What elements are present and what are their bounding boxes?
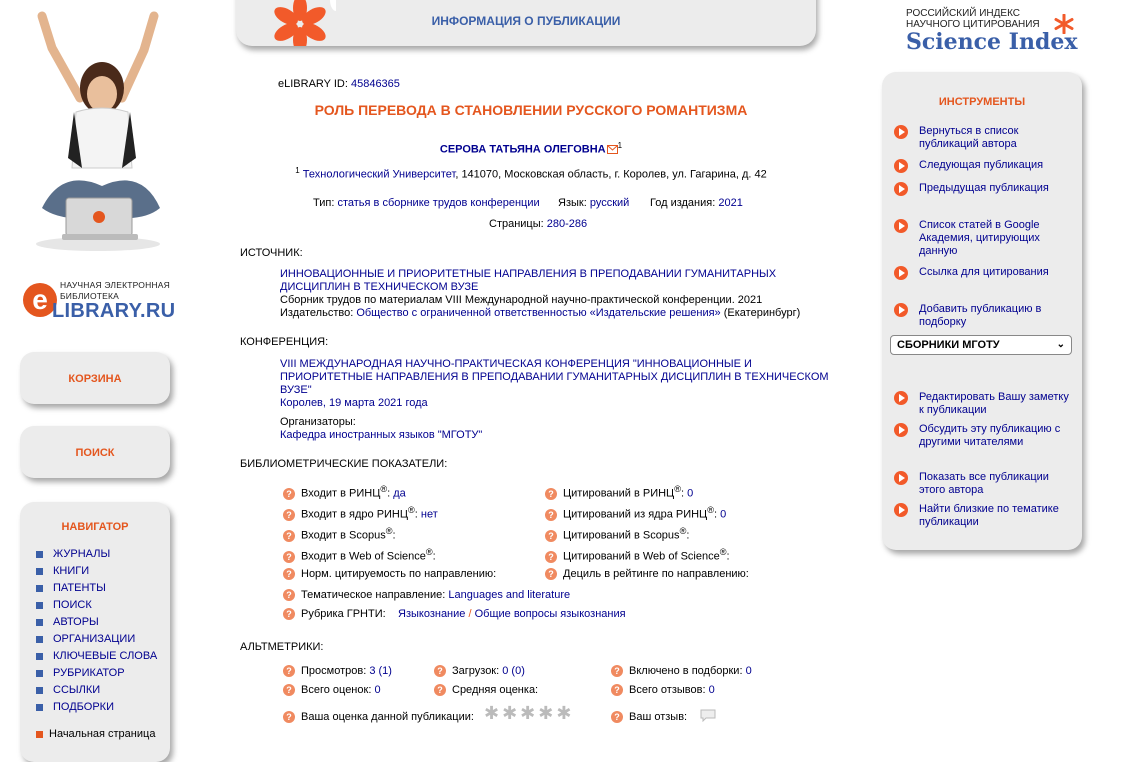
biblio-heading: БИБЛИОМЕТРИЧЕСКИЕ ПОКАЗАТЕЛИ: (240, 458, 447, 470)
help-icon[interactable]: ? (283, 530, 295, 542)
alt-avg: ? Средняя оценка: (434, 684, 538, 696)
help-icon[interactable]: ? (283, 608, 295, 620)
bullet-icon (36, 636, 43, 643)
tool-google-scholar-citing[interactable]: Список статей в Google Академия, цитирующих данную (894, 219, 1074, 258)
arrow-right-icon (894, 423, 908, 437)
author-affil-sup: 1 (618, 141, 622, 150)
nav-item-books[interactable]: КНИГИ (36, 565, 89, 577)
tool-discuss-publication[interactable]: Обсудить эту публикацию с другими читателями (894, 423, 1074, 449)
pub-type: Тип: статья в сборнике трудов конференции (313, 197, 540, 209)
help-icon[interactable]: ? (283, 551, 295, 563)
pub-language-link[interactable]: русский (590, 197, 629, 209)
page-header-title: ИНФОРМАЦИЯ О ПУБЛИКАЦИИ (236, 14, 816, 28)
nav-item-authors[interactable]: АВТОРЫ (36, 616, 99, 628)
arrow-right-icon (894, 503, 908, 517)
arrow-right-icon (894, 471, 908, 485)
arrow-right-icon (894, 266, 908, 280)
elibrary-id (278, 78, 400, 90)
biblio-cit-scopus: ? Цитирований в Scopus®: (545, 526, 689, 542)
affiliation: $^1$ Технологический Университет, 141070, Московская область, г. Королев, ул. Гагарина, д. 42 (236, 166, 826, 181)
science-index-asterisk-icon (1054, 14, 1074, 34)
logo-caption: НАУЧНАЯ ЭЛЕКТРОННАЯ БИБЛИОТЕКА (60, 280, 170, 302)
help-icon[interactable]: ? (283, 665, 295, 677)
source-description: Сборник трудов по материалам VIII Международной научно-практической конференции. 2021 (280, 294, 762, 306)
nav-item-collections[interactable]: ПОДБОРКИ (36, 701, 114, 713)
chevron-down-icon: ⌄ (1057, 336, 1065, 354)
pub-pages: Страницы: 280-286 (489, 218, 587, 230)
pub-pages-value: 280-286 (547, 218, 587, 230)
pub-year: Год издания: 2021 (650, 197, 743, 209)
bullet-icon (36, 670, 43, 677)
home-link[interactable]: Начальная страница (36, 728, 155, 740)
bullet-icon (36, 551, 43, 558)
tools-title: ИНСТРУМЕНТЫ (882, 96, 1082, 108)
logo-brand: LIBRARY.RU (52, 300, 175, 323)
help-icon[interactable]: ? (545, 509, 557, 521)
tool-similar-publications[interactable]: Найти близкие по тематике публикации (894, 503, 1074, 529)
help-icon[interactable]: ? (611, 711, 623, 723)
included-value-link[interactable]: 0 (746, 665, 752, 677)
tool-add-to-collection[interactable]: Добавить публикацию в подборку (894, 303, 1074, 329)
biblio-grnti: ? Рубрика ГРНТИ: (283, 608, 386, 620)
reviews-value-link[interactable]: 0 (709, 684, 715, 696)
nav-item-search[interactable]: ПОИСК (36, 599, 92, 611)
help-icon[interactable]: ? (545, 488, 557, 500)
arrow-right-icon (894, 391, 908, 405)
help-icon[interactable]: ? (283, 711, 295, 723)
downloads-value-link[interactable]: 0 (0) (502, 665, 525, 677)
alt-your-rating: ? Ваша оценка данной публикации: (283, 711, 474, 723)
conference-organizers: Организаторы: Кафедра иностранных языков "МГОТУ" (280, 416, 482, 442)
rating-stars[interactable]: ✱✱✱✱✱ (484, 703, 574, 724)
mascot-illustration (22, 8, 172, 254)
biblio-decile: ? Дециль в рейтинге по направлению: (545, 568, 749, 580)
nav-item-links[interactable]: ССЫЛКИ (36, 684, 100, 696)
biblio-wos: ? Входит в Web of Science®: (283, 547, 436, 563)
alt-your-review: ? Ваш отзыв: (611, 711, 687, 723)
cart-label: КОРЗИНА (20, 352, 170, 385)
cart-button[interactable] (20, 352, 170, 404)
help-icon[interactable]: ? (283, 684, 295, 696)
tool-edit-note[interactable]: Редактировать Вашу заметку к публикации (894, 391, 1074, 417)
biblio-topic: ? Тематическое направление: Languages and literature (283, 589, 570, 601)
help-icon[interactable]: ? (545, 530, 557, 542)
author-name-link[interactable]: СЕРОВА ТАТЬЯНА ОЛЕГОВНА (440, 144, 606, 156)
bullet-icon (36, 687, 43, 694)
conference-heading: КОНФЕРЕНЦИЯ: (240, 336, 328, 348)
publisher-link[interactable]: Общество с ограниченной ответственностью «Издательские решения» (356, 307, 720, 319)
biblio-norm: ? Норм. цитируемость по направлению: (283, 568, 496, 580)
nav-item-keywords[interactable]: КЛЮЧЕВЫЕ СЛОВА (36, 650, 157, 662)
arrow-right-icon (894, 125, 908, 139)
tool-previous-publication[interactable]: Предыдущая публикация (894, 182, 1074, 195)
science-index-caption: РОССИЙСКИЙ ИНДЕКС НАУЧНОГО ЦИТИРОВАНИЯ (906, 8, 1086, 30)
tool-back-to-author-list[interactable]: Вернуться в список публикаций автора (894, 125, 1074, 151)
source-block: ИННОВАЦИОННЫЕ И ПРИОРИТЕТНЫЕ НАПРАВЛЕНИЯ В ПРЕПОДАВАНИИ ГУМАНИТАРНЫХ ДИСЦИПЛИН В ТЕХНИЧЕСКОМ ВУЗЕ Сборник трудов по материалам VIII Международной научно-практической конференции. 2021 Издательство: Общество с ограниченной ответственностью «Издательские решения» (Екатеринбург) (280, 268, 800, 320)
nav-item-rubricator[interactable]: РУБРИКАТОР (36, 667, 125, 679)
rinc-value-link[interactable]: да (393, 488, 406, 500)
biblio-cit-core: ? Цитирований из ядра РИНЦ®: 0 (545, 505, 726, 521)
alt-included: ? Включено в подборки: 0 (611, 665, 752, 677)
help-icon[interactable]: ? (283, 589, 295, 601)
nav-item-journals[interactable]: ЖУРНАЛЫ (36, 548, 110, 560)
alt-heading: АЛЬТМЕТРИКИ: (240, 641, 323, 653)
help-icon[interactable]: ? (283, 568, 295, 580)
svg-text:e: e (32, 284, 48, 315)
author-line (236, 141, 826, 156)
biblio-scopus: ? Входит в Scopus®: (283, 526, 396, 542)
help-icon[interactable]: ? (434, 684, 446, 696)
help-icon[interactable]: ? (283, 488, 295, 500)
bullet-icon (36, 602, 43, 609)
elibrary-id-value[interactable]: 45846365 (351, 78, 400, 90)
bullet-icon (36, 619, 43, 626)
tool-all-author-publications[interactable]: Показать все публикации этого автора (894, 471, 1074, 497)
collection-select[interactable]: СБОРНИКИ МГОТУ ⌄ (890, 335, 1072, 355)
biblio-rinc-core: ? Входит в ядро РИНЦ®: нет (283, 505, 438, 521)
rinc-core-value-link[interactable]: нет (421, 509, 438, 521)
cit-rinc-value-link[interactable]: 0 (687, 488, 693, 500)
biblio-cit-wos: ? Цитирований в Web of Science®: (545, 547, 730, 563)
tool-citation-link[interactable]: Ссылка для цитирования (894, 266, 1074, 279)
alt-views: ? Просмотров: 3 (1) (283, 665, 392, 677)
search-label: ПОИСК (20, 426, 170, 459)
help-icon[interactable]: ? (545, 551, 557, 563)
organizer-link[interactable]: Кафедра иностранных языков "МГОТУ" (280, 429, 482, 441)
bullet-icon (36, 704, 43, 711)
ratings-value-link[interactable]: 0 (374, 684, 380, 696)
source-heading: ИСТОЧНИК: (240, 247, 303, 259)
science-index-logo[interactable] (906, 8, 1086, 54)
bullet-icon (36, 568, 43, 575)
grnti-link-1[interactable]: Языкознание (398, 608, 465, 620)
conference-title-link[interactable]: VIII МЕЖДУНАРОДНАЯ НАУЧНО-ПРАКТИЧЕСКАЯ КОНФЕРЕНЦИЯ "ИННОВАЦИОННЫЕ И ПРИОРИТЕТНЫЕ НАПРАВЛЕНИЯ В ПРЕПОДАВАНИИ ГУМАНИТАРНЫХ ДИСЦИПЛИН В ТЕХНИЧЕСКОМ ВУЗЕ" Королев, 19 марта 2021 года (280, 358, 829, 409)
alt-downloads: ? Загрузок: 0 (0) (434, 665, 525, 677)
elibrary-logo[interactable] (22, 280, 172, 324)
navigator-title: НАВИГАТОР (20, 502, 170, 533)
help-icon[interactable]: ? (545, 568, 557, 580)
pub-language: Язык: русский (558, 197, 629, 209)
conference-block (280, 358, 829, 410)
affiliation-org-link[interactable]: Технологический Университет (303, 169, 456, 181)
topic-link[interactable]: Languages and literature (448, 589, 570, 601)
alt-ratings: ? Всего оценок: 0 (283, 684, 381, 696)
help-icon[interactable]: ? (611, 665, 623, 677)
source-title-link[interactable]: ИННОВАЦИОННЫЕ И ПРИОРИТЕТНЫЕ НАПРАВЛЕНИЯ В ПРЕПОДАВАНИИ ГУМАНИТАРНЫХ ДИСЦИПЛИН В ТЕХНИЧЕСКОМ ВУЗЕ (280, 268, 776, 293)
pub-type-link[interactable]: статья в сборнике трудов конференции (337, 197, 539, 209)
email-icon[interactable] (607, 145, 618, 154)
arrow-right-icon (894, 182, 908, 196)
views-value-link[interactable]: 3 (1) (369, 665, 392, 677)
bullet-icon (36, 585, 43, 592)
tools-panel (882, 72, 1082, 550)
help-icon[interactable]: ? (434, 665, 446, 677)
navigator-panel (20, 502, 170, 762)
arrow-right-icon (894, 159, 908, 173)
home-bullet-icon (36, 731, 43, 738)
pub-year-link[interactable]: 2021 (718, 197, 742, 209)
comment-icon[interactable] (700, 709, 716, 722)
biblio-cit-rinc: ? Цитирований в РИНЦ®: 0 (545, 484, 693, 500)
grnti-link-2[interactable]: Общие вопросы языкознания (475, 608, 626, 620)
elibrary-id-label: eLIBRARY ID: (278, 78, 348, 90)
nav-item-organizations[interactable]: ОРГАНИЗАЦИИ (36, 633, 135, 645)
alt-reviews: ? Всего отзывов: 0 (611, 684, 715, 696)
nav-item-patents[interactable]: ПАТЕНТЫ (36, 582, 106, 594)
help-icon[interactable]: ? (283, 509, 295, 521)
help-icon[interactable]: ? (611, 684, 623, 696)
biblio-rinc: ? Входит в РИНЦ®: да (283, 484, 406, 500)
arrow-right-icon (894, 303, 908, 317)
publication-title: РОЛЬ ПЕРЕВОДА В СТАНОВЛЕНИИ РУССКОГО РОМАНТИЗМА (236, 102, 826, 118)
cit-core-value-link[interactable]: 0 (720, 509, 726, 521)
tool-next-publication[interactable]: Следующая публикация (894, 159, 1074, 172)
search-button[interactable] (20, 426, 170, 478)
arrow-right-icon (894, 219, 908, 233)
grnti-rubrics: Языкознание / Общие вопросы языкознания (398, 608, 626, 620)
page-header-banner (236, 0, 816, 46)
bullet-icon (36, 653, 43, 660)
science-index-brand: Science Index (906, 30, 1086, 54)
